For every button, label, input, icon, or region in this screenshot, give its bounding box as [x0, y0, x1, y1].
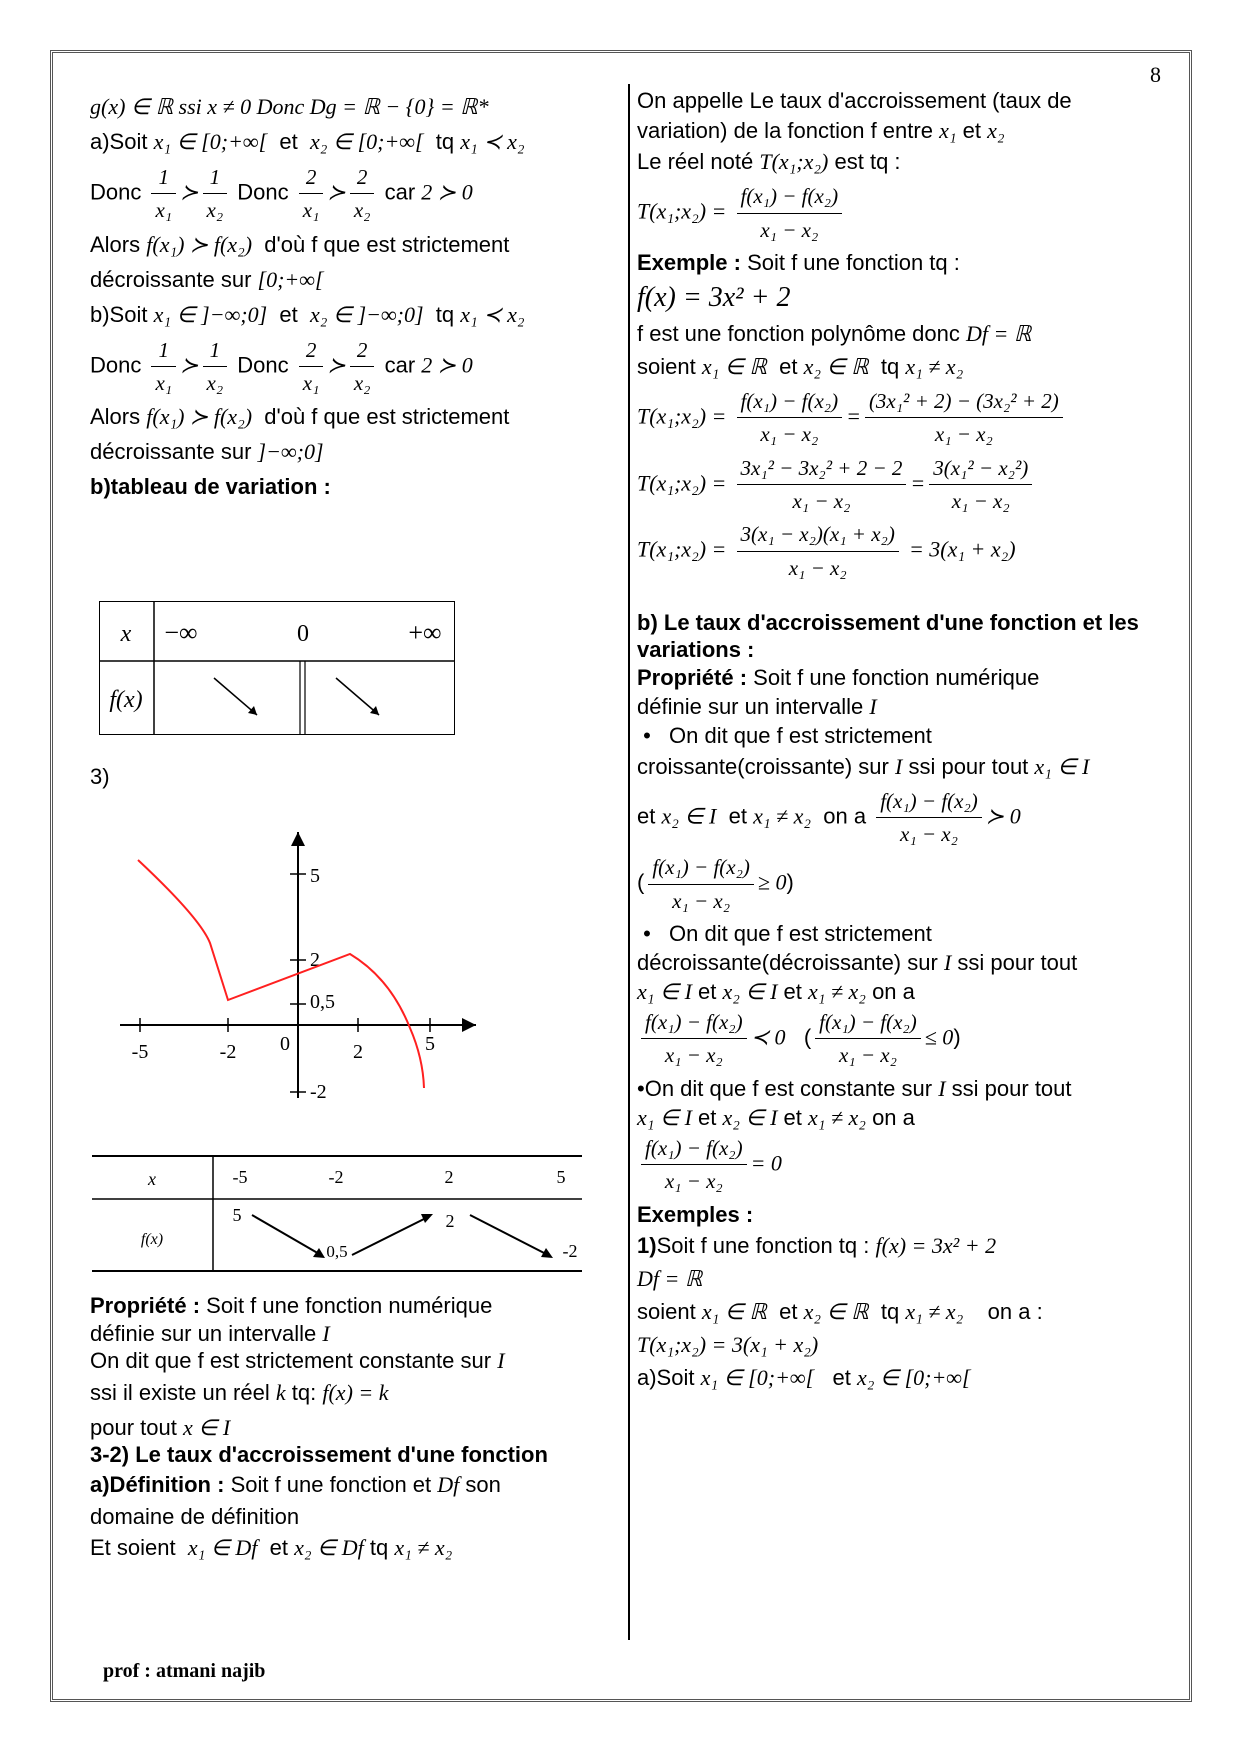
eq: =: [910, 470, 926, 496]
step-3: [637, 520, 1172, 582]
donc: Donc: [90, 179, 142, 205]
step-1: [637, 387, 1172, 449]
constante-line: On dit que f est strictement constante sur: [90, 1348, 492, 1373]
eq-zero: = 0: [750, 1150, 782, 1176]
soient: soient: [637, 353, 696, 379]
T-eq: T(x₁;x₂) =: [637, 536, 727, 562]
tick-y-0-5: 0,5: [310, 991, 335, 1013]
x2-in-R: x₂ ∈ ℝ: [803, 353, 869, 379]
reel-note: Le réel noté: [637, 149, 754, 175]
ssi-pour-tout: ssi pour tout: [908, 753, 1029, 779]
gt: ≻: [180, 179, 199, 205]
et: et: [779, 1299, 798, 1325]
et: et: [728, 803, 747, 829]
exemples-label: Exemples :: [637, 1201, 754, 1227]
frac-1-x1: $\frac{1}{\text{x₁}}$: [151, 336, 176, 398]
t1-zero: 0: [296, 620, 309, 647]
donc: Donc: [90, 352, 142, 378]
propriete-label: Propriété :: [90, 1293, 201, 1318]
soient: soient: [637, 1299, 696, 1325]
variation-table-1: [99, 601, 455, 735]
lt-zero: ≺ 0: [750, 1024, 786, 1050]
t2-f-v3: -2: [562, 1241, 578, 1261]
x2-in-R: x₂ ∈ ℝ: [803, 1299, 869, 1325]
constante-condition: [637, 1134, 1172, 1196]
geq-zero: ≥ 0: [757, 870, 787, 896]
tq: tq: [435, 301, 455, 327]
T-eq: T(x₁;x₂) =: [637, 403, 727, 429]
two-gt-zero: 2 ≻ 0: [421, 179, 473, 205]
donc: Donc: [237, 352, 289, 378]
x1-neq-x2: x₁ ≠ x₂: [808, 979, 866, 1005]
tq-colon: tq:: [291, 1379, 317, 1405]
frac-decroissante-large: $\frac{\text{f(x₁) − f(x₂)}}{\text{x₁ − x₂}}$: [815, 1008, 921, 1070]
eq: =: [846, 403, 861, 429]
Df-R: Df = ℝ: [966, 320, 1032, 346]
interval-I: I: [938, 1075, 946, 1101]
frac-2-x2: $\frac{2}{\text{x₂}}$: [350, 163, 375, 225]
arrow-down-2: [336, 678, 379, 715]
prop-text: Soit f une fonction numérique: [753, 664, 1040, 690]
x1-neq-x2: x₁ ≠ x₂: [808, 1105, 866, 1131]
f-definition: f(x) = 3x² + 2: [637, 281, 791, 313]
car: car: [384, 352, 416, 378]
t2-f-v1: 0,5: [326, 1242, 348, 1261]
bullet1-b: croissante(croissante) sur: [637, 753, 889, 779]
gt-zero: ≻ 0: [985, 803, 1021, 829]
fx1-gt-fx2: f(x₁) ≻ f(x₂): [146, 231, 253, 257]
column-divider: [628, 84, 630, 1640]
exemple-label: Exemple :: [637, 250, 741, 276]
on-a-colon: on a :: [987, 1299, 1043, 1325]
leq-zero: ≤ 0: [924, 1024, 954, 1050]
tq: tq: [880, 353, 900, 379]
a-soit: a)Soit: [90, 129, 148, 154]
heading-3-2: 3-2) Le taux d'accroissement d'une fonction: [90, 1442, 548, 1468]
t2-x-label: x: [148, 1169, 156, 1189]
intro-2: variation) de la fonction f entre: [637, 117, 933, 143]
T-eq: T(x₁;x₂) =: [637, 199, 727, 225]
definition-text: Soit f une fonction et: [230, 1471, 432, 1497]
x2-in-I: x₂ ∈ I: [661, 803, 717, 829]
et: et: [637, 803, 656, 829]
t1-fx-label: f(x): [108, 686, 143, 713]
frac-step2-b: $\frac{\text{3(x₁² − x₂²)}}{\text{x₁ − x₂}}$: [929, 454, 1032, 516]
frac-2-x1: $\frac{2}{\text{x₁}}$: [299, 336, 324, 398]
et: et: [832, 1365, 851, 1391]
et: et: [279, 301, 298, 327]
frac-step2-a: $\frac{\text{3x₁² − 3x₂² + 2 − 2}}{\text{x₁ − x₂}}$: [737, 454, 907, 516]
on-a: on a: [872, 979, 915, 1005]
frac-2-x2: $\frac{2}{\text{x₂}}$: [350, 336, 375, 398]
tq: tq: [435, 129, 455, 154]
gt: ≻: [180, 352, 199, 378]
x1-in-I: x₁ ∈ I: [1034, 753, 1090, 779]
b-heading: b) Le taux d'accroissement d'une fonction et les variations :: [637, 609, 1139, 663]
definie: définie sur un intervalle: [637, 693, 864, 719]
et: et: [698, 979, 717, 1005]
step-2: [637, 454, 1172, 516]
ex1-prefix: 1): [637, 1233, 657, 1259]
tick-x-5: 5: [425, 1033, 435, 1055]
poly-line: f est une fonction polynôme donc: [637, 320, 960, 346]
variation-table-2: [92, 1155, 582, 1273]
definition-formula: [637, 182, 1172, 244]
interval-I: I: [943, 949, 952, 975]
x1-pos: x₁ ∈ [0;+∞[: [700, 1365, 815, 1391]
bullet2-a: On dit que f est strictement: [669, 921, 932, 947]
alors: Alors: [90, 404, 141, 430]
fx-eq-k: f(x) = k: [322, 1379, 389, 1405]
x-in-I: x ∈ I: [182, 1414, 231, 1440]
x2: x₂: [987, 117, 1005, 143]
prop-label: Propriété :: [637, 664, 748, 690]
ssi-reel: ssi il existe un réel: [90, 1379, 270, 1405]
b-soit: b)Soit: [90, 301, 148, 327]
tick-y-minus2: -2: [310, 1081, 327, 1103]
frac-step1-b: $\frac{\text{(3x₁² + 2) − (3x₂² + 2)}}{\text{x₁ − x₂}}$: [865, 387, 1063, 449]
t1-minus-inf: −∞: [163, 617, 198, 647]
x2-pos: x₂ ∈ [0;+∞[: [857, 1365, 971, 1391]
t2-x-v1: -2: [328, 1167, 344, 1187]
frac-definition: $\frac{\text{f(x₁) − f(x₂)}}{\text{x₁ − x₂}}$: [737, 182, 843, 244]
tick-y-5: 5: [310, 865, 320, 887]
t1-x-label: x: [120, 620, 131, 647]
k: k: [275, 1379, 286, 1405]
variation-table-1-grid: [99, 601, 455, 735]
function-graph: [110, 828, 490, 1108]
son: son: [465, 1471, 501, 1497]
page-number: 8: [1150, 62, 1161, 87]
b-x1: x₁ ∈ ]−∞;0]: [153, 301, 268, 327]
bullet1-a: On dit que f est strictement: [669, 723, 932, 749]
T-result: T(x₁;x₂) = 3(x₁ + x₂): [637, 1332, 819, 1358]
frac-step3: $\frac{\text{3(x₁ − x₂)(x₁ + x₂)}}{\text{x₁ − x₂}}$: [737, 520, 899, 582]
interval-I: I: [322, 1320, 330, 1346]
frac-1-x2: $\frac{1}{\text{x₂}}$: [203, 163, 228, 225]
croissante-large: ( $\frac{\text{f(x₁) − f(x₂)}}{\text{x₁ − x₂}}$ ≥ 0): [637, 853, 1172, 915]
x1-in-I: x₁ ∈ I: [637, 979, 692, 1005]
x1-neq-x2: x₁ ≠ x₂: [905, 353, 964, 379]
ex1-text: Soit f une fonction tq :: [656, 1233, 870, 1259]
interval-I: I: [497, 1348, 505, 1373]
left-column: [90, 92, 620, 507]
T-eq: T(x₁;x₂) =: [637, 470, 727, 496]
decroissante-sur: décroissante sur: [90, 439, 252, 465]
section-3-label: 3): [90, 764, 110, 789]
et-soient: Et soient: [90, 1535, 176, 1561]
frac-2-x1: $\frac{2}{\text{x₁}}$: [299, 163, 324, 225]
est-tq: est tq :: [834, 149, 901, 175]
pour-tout: pour tout: [90, 1414, 177, 1440]
x1-neq-x2: x₁ ≠ x₂: [753, 803, 812, 829]
et: et: [279, 129, 298, 154]
x2-in-Df: x₂ ∈ Df: [294, 1535, 364, 1561]
donc-line-a: [90, 163, 620, 225]
ex1-Df: Df = ℝ: [637, 1266, 703, 1292]
interval-I: I: [869, 693, 877, 719]
propriete-text: Soit f une fonction numérique: [206, 1293, 493, 1318]
definie-sur: définie sur un intervalle: [90, 1320, 317, 1346]
donc: Donc: [237, 179, 289, 205]
frac-constante: $\frac{\text{f(x₁) − f(x₂)}}{\text{x₁ − x₂}}$: [641, 1134, 747, 1196]
frac-croissante: $\frac{\text{f(x₁) − f(x₂)}}{\text{x₁ − x₂}}$: [876, 787, 982, 849]
frac-decroissante: $\frac{\text{f(x₁) − f(x₂)}}{\text{x₁ − x₂}}$: [641, 1008, 747, 1070]
left-column-bottom: [90, 1292, 625, 1564]
bullet2-b: décroissante(décroissante) sur: [637, 949, 938, 975]
footer-author: prof : atmani najib: [103, 1660, 266, 1682]
x1-in-R: x₁ ∈ ℝ: [701, 1299, 767, 1325]
domaine: domaine de définition: [90, 1504, 300, 1530]
tick-x-minus5: -5: [131, 1041, 149, 1063]
decroissante-condition: $\frac{\text{f(x₁) − f(x₂)}}{\text{x₁ − x₂}}$ ≺ 0 ( $\frac{\text{f(x₁) − f(x₂)}}{\text{x₁ − x₂}}$ ≤ 0): [637, 1008, 1172, 1070]
tq: tq: [880, 1299, 900, 1325]
x2-in-I: x₂ ∈ I: [722, 979, 778, 1005]
domain-g: g(x) ∈ ℝ ssi x ≠ 0 Donc Dg = ℝ − {0} = ℝ*: [90, 94, 489, 119]
t2-x-v2: 2: [444, 1167, 454, 1187]
a-soit: a)Soit: [637, 1365, 695, 1391]
exemple-text: Soit f une fonction tq :: [747, 250, 960, 276]
x1-lt-x2: x₁ ≺ x₂: [460, 301, 525, 327]
interval-pos: [0;+∞[: [257, 266, 324, 292]
right-column: On appelle Le taux d'accroissement (taux de variation) de la fonction f entre x₁ et x₂ Le réel noté T(x₁;x₂) est tq : T(x₁;x₂) = $\frac{\text{f(x₁) − f(x₂)}}{\text{x₁ − x₂}}$ Exemple : Soit f une fonction tq : f(x) = 3x² + 2 f est une fonction polynôme donc Df = ℝ soient x₁ ∈ ℝ et x₂ ∈ ℝ tq x₁ ≠ x₂ T(x₁;x₂) = $\frac{\text{f(x₁) − f(x₂)}}{\text{x₁ − x₂}}$ = $\frac{\text{(3x₁² + 2) − (3x₂² + 2)}}{\text{x₁ − x₂}}$ T(x₁;x₂) = $\frac{\text{3x₁² − 3x₂² + 2 − 2}}{\text{x₁ − x₂}}$ = $\frac{\text{3(x₁² − x₂²)}}{\text{x₁ − x₂}}$ T(x₁;x₂) = $\frac{\text{3(x₁ − x₂)(x₁ + x₂)}}{\text{x₁ − x₂}}$ = 3(x₁ + x₂) b) Le taux d'accroissement d'une fonction et les variations : Propriété : Soit f une fonction numérique définie sur un intervalle I • On dit que f est strictement croissante(croissante) sur I ssi pour tout x₁ ∈ I et x₂ ∈ I et x₁ ≠ x₂ on a $\frac{\text{f(x₁) − f(x₂)}}{\text{x₁ − x₂}}$ ≻ 0 ( $\frac{\text{f(x₁) − f(x₂)}}{\text{x₁ − x₂}}$ ≥ 0) • On dit que f est strictement décroissante(décroissante) sur I ssi pour tout x₁ ∈ I et x₂ ∈ I et x₁ ≠ x₂ on a $\frac{\text{f(x₁) − f(x₂)}}{\text{x₁ − x₂}}$ ≺ 0 ( $\frac{\text{f(x₁) − f(x₂)}}{\text{x₁ − x₂}}$ ≤ 0) •On dit que f est constante sur I ssi pour tout x₁ ∈ I et x₂ ∈ I et x₁ ≠ x₂ on a $\frac{\text{f(x₁) − f(x₂)}}{\text{x₁ − x₂}}$ = 0 Exemples : 1)Soit f une fonction tq : f(x) = 3x² + 2 Df = ℝ soient x₁ ∈ ℝ et x₂ ∈ ℝ tq x₁ ≠ x₂ on a : T(x₁;x₂) = 3(x₁ + x₂) a)Soit x₁ ∈ [0;+∞[ et x₂ ∈ [0;+∞[: [637, 86, 1172, 1394]
croissante-condition: [637, 787, 1172, 849]
tick-x-2: 2: [353, 1041, 363, 1063]
interval-neg: ]−∞;0]: [257, 439, 324, 465]
b-x2: x₂ ∈ ]−∞;0]: [310, 301, 424, 327]
tick-y-2: 2: [310, 949, 320, 971]
alors: Alors: [90, 231, 141, 257]
x1-neq-x2: x₁ ≠ x₂: [394, 1535, 453, 1561]
t1-plus-inf: +∞: [407, 617, 442, 647]
ssi-pour-tout: ssi pour tout: [957, 949, 1078, 975]
ex1-f: f(x) = 3x² + 2: [875, 1233, 997, 1259]
frac-croissante-large: $\frac{\text{f(x₁) − f(x₂)}}{\text{x₁ − x₂}}$: [648, 853, 754, 915]
t2-f-v2: 2: [445, 1211, 455, 1231]
x1-lt-x2: x₁ ≺ x₂: [460, 129, 525, 154]
gt: ≻: [327, 179, 346, 205]
a-x1: x₁ ∈ [0;+∞[: [153, 129, 268, 154]
x1-neq-x2: x₁ ≠ x₂: [905, 1299, 964, 1325]
fx1-gt-fx2: f(x₁) ≻ f(x₂): [146, 404, 253, 430]
x1: x₁: [939, 117, 957, 143]
dou: d'où f que est strictement: [264, 404, 510, 430]
on-a: on a: [872, 1105, 915, 1131]
frac-1-x2: $\frac{1}{\text{x₂}}$: [203, 336, 228, 398]
interval-I: I: [895, 753, 903, 779]
frac-1-x1: $\frac{1}{\text{x₁}}$: [151, 163, 176, 225]
decroissante-sur: décroissante sur: [90, 266, 252, 292]
bullet3: On dit que f est constante sur: [644, 1075, 933, 1101]
definition-label: a)Définition :: [90, 1471, 225, 1497]
x2-in-I: x₂ ∈ I: [722, 1105, 778, 1131]
et: et: [269, 1535, 289, 1561]
x1-in-I: x₁ ∈ I: [637, 1105, 692, 1131]
dou: d'où f que est strictement: [264, 231, 510, 257]
frac-step1-a: $\frac{\text{f(x₁) − f(x₂)}}{\text{x₁ − x₂}}$: [737, 387, 843, 449]
T-x1x2: T(x₁;x₂): [759, 149, 829, 175]
et: et: [962, 117, 981, 143]
car: car: [384, 179, 416, 205]
on-a: on a: [823, 803, 867, 829]
tq: tq: [369, 1535, 389, 1561]
t2-x-v0: -5: [232, 1167, 248, 1187]
t2-x-v3: 5: [556, 1167, 566, 1187]
ssi-pour-tout: ssi pour tout: [951, 1075, 1072, 1101]
donc-line-b: [90, 336, 620, 398]
tableau-title: b)tableau de variation :: [90, 474, 331, 500]
tick-x-minus2: -2: [219, 1041, 237, 1063]
x1-in-Df: x₁ ∈ Df: [187, 1535, 258, 1561]
et: et: [783, 979, 802, 1005]
t2-fx-label: f(x): [140, 1231, 164, 1248]
et: et: [783, 1105, 802, 1131]
et: et: [779, 353, 798, 379]
gt: ≻: [327, 352, 346, 378]
step3-result: = 3(x₁ + x₂): [908, 536, 1016, 562]
Df: Df: [437, 1471, 460, 1497]
arrow-down-1: [214, 678, 257, 715]
a-x2: x₂ ∈ [0;+∞[: [310, 129, 424, 154]
et: et: [698, 1105, 717, 1131]
intro-1: On appelle Le taux d'accroissement (taux de: [637, 88, 1072, 113]
tick-origin: 0: [280, 1033, 290, 1055]
x1-in-R: x₁ ∈ ℝ: [701, 353, 767, 379]
two-gt-zero: 2 ≻ 0: [421, 352, 473, 378]
t2-f-v0: 5: [232, 1205, 242, 1225]
